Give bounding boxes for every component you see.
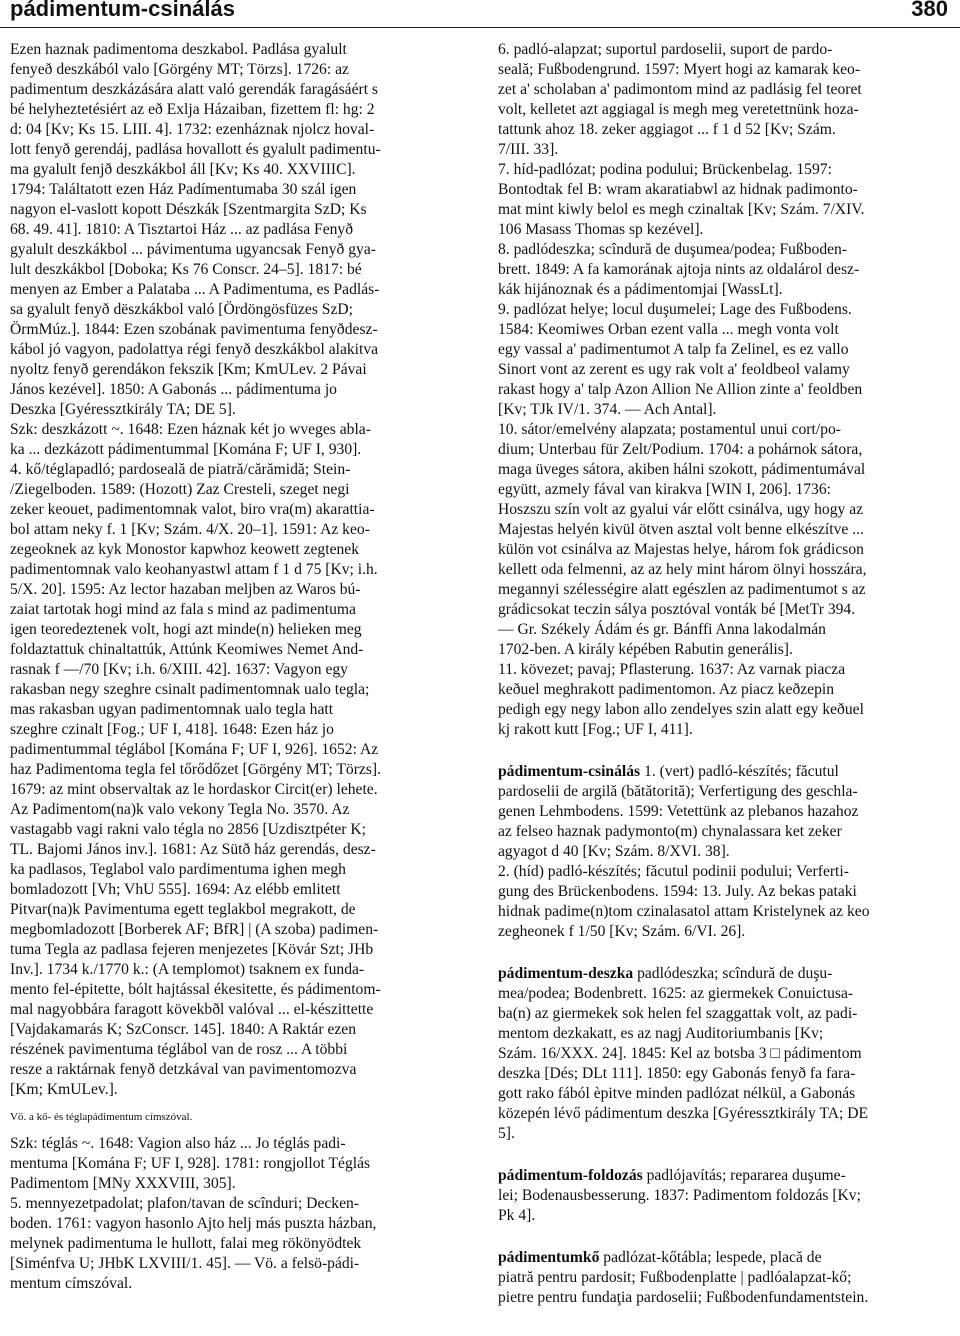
text-line: bomladozott [Vh; VhU 555]. 1694: Az elébb emlitett: [10, 881, 341, 898]
text-line: ka padlasos, Teglabol valo pardimentuma ighen megh: [10, 861, 346, 878]
text-line: volt, kelletet azt aggiagal is megh meg veretettnünk hoza-: [498, 101, 859, 118]
text-line: padimentomnak valo keohanyastwl attam f 1 d 75 [Kv; i.h.: [10, 561, 378, 578]
text-line: padimentum deszkázására alatt való gerendák faragásáért s: [10, 81, 378, 98]
text-line: rasnak f —/70 [Kv; i.h. 6/XIII. 42]. 1637: Vagyon egy: [10, 661, 348, 678]
text-line: 68. 49. 41]. 1810: A Tisztartoi Ház ... az padlása Fenyð: [10, 221, 354, 238]
text-line: gott rako fából èpitve minden padlózat nélkül, a Gabonás: [498, 1085, 856, 1102]
text-line: mea/podea; Bodenbrett. 1625: az giermekek Conuictusa-: [498, 985, 854, 1002]
text-line: külön vot csinálva az Majestas helye, három fok grádicson: [498, 541, 864, 558]
dictionary-entries: [498, 740, 948, 1308]
entry-text: padlózat-kőtábla; lespede, placă de: [603, 1249, 822, 1266]
text-line: hidnak padime(n)tom czinalasatol attam Kristelynek az keo: [498, 903, 870, 920]
text-line: kellett oda felmenni, az az hely mint három ölnyi hosszára,: [498, 561, 867, 578]
text-line: 5. mennyezetpadolat; plafon/tavan de scînduri; Decken-: [10, 1195, 359, 1212]
text-line: zegheonek f 1/50 [Kv; Szám. 6/VI. 26].: [498, 923, 746, 940]
dictionary-entry: [498, 762, 948, 942]
text-line: 9. padlózat helye; locul duşumelei; Lage des Fußbodens.: [498, 301, 852, 318]
text-line: mento fel-épitette, bólt hajtással ékesitette, és pádimentom-: [10, 981, 381, 998]
text-line: — Gr. Székely Ádám és gr. Bánffi Anna lakodalmán: [498, 621, 826, 638]
entry-first-line: [498, 1166, 948, 1186]
entry-text: 1. (vert) padló-készítés; făcutul: [644, 763, 839, 780]
entry-headword: pádimentum-foldozás: [498, 1167, 643, 1184]
text-line: nyoltz fenyð gerendákon fekszik [Km; KmULev. 2 Pávai: [10, 361, 367, 378]
text-line: TL. Bajomi János inv.]. 1681: Az Sütð ház gerendás, desz-: [10, 841, 376, 858]
cross-reference-note: Vö. a kő- és téglapádimentum címszóval.: [10, 1111, 193, 1123]
text-line: az felseo haznak padymonto(m) chynalassara ket zeker: [498, 823, 842, 840]
text-line: pedigh egy negy labon allo zendelyes szin alatt egy keðuel: [498, 701, 864, 718]
text-line: seală; Fußbodengrund. 1597: Myert hogi az kamarak keo-: [498, 61, 861, 78]
text-line: [Siménfva U; JHbK LXVIII/1. 45]. — Vö. a felsö-pádi-: [10, 1255, 360, 1272]
entry-text: padlódeszka; scîndură de duşu-: [637, 965, 833, 982]
text-line: Szk: téglás ~. 1648: Vagion also ház ... Jo téglás padi-: [10, 1135, 346, 1152]
text-line: 4. kő/téglapadló; pardoseală de piatră/cărămidă; Stein-: [10, 461, 351, 478]
text-line: Az Padimentom(na)k valo vekony Tegla No. 3570. Az: [10, 801, 350, 818]
text-line: megbomladozott [Borberek AF; BfR] | (A szoba) padimen-: [10, 921, 379, 938]
text-line: tuma Tegla az padlasa fejeren menjezetes [Kövár Szt; JHb: [10, 941, 374, 958]
text-line: mentum címszóval.: [10, 1275, 133, 1292]
text-line: lott fenyð gerendáj, padlása hovallott és gyalult padimentu-: [10, 141, 381, 158]
text-line: bol attam neky f. 1 [Kv; Szám. 4/X. 20–1]. 1591: Az keo-: [10, 521, 370, 538]
dictionary-entry: [498, 1166, 948, 1226]
text-line: 1702-ben. A király képében Rabutin generális].: [498, 641, 793, 658]
entry-text: padlójavítás; repararea duşume-: [646, 1167, 846, 1184]
left-column: [10, 40, 460, 1294]
text-line: [Kv; TJk IV/1. 374. — Ach Antal].: [498, 401, 717, 418]
page-number: 380: [911, 0, 948, 21]
text-line: mentuma [Komána F; UF I, 928]. 1781: rongjollot Téglás: [10, 1155, 371, 1172]
text-line: melynek padimentuma le hullott, falai meg rökönyödtek: [10, 1235, 362, 1252]
text-line: Pk 4].: [498, 1207, 536, 1224]
text-line: 7. híd-padlózat; podina podului; Brückenbelag. 1597:: [498, 161, 832, 178]
text-line: bé helyheztetésiért az eð Exlja Házaiban, fizettem fl: hg: 2: [10, 101, 375, 118]
text-line: részének pavimentuma téglábol van de rosz ... A többi: [10, 1041, 348, 1058]
text-line: 5/X. 20]. 1595: Az lector hazaban meljben az Waros bú-: [10, 581, 361, 598]
text-line: 1584: Keomiwes Orban ezent valla ... megh vonta volt: [498, 321, 839, 338]
text-line: 6. padló-alapzat; suportul pardoselii, suport de pardo-: [498, 41, 833, 58]
text-line: d: 04 [Kv; Ks 15. LIII. 4]. 1732: ezenháznak njolcz hoval-: [10, 121, 375, 138]
text-line: keðuel meghrakott padimentomon. Az piacz keðzepin: [498, 681, 835, 698]
text-line: maga üveges sátora, akiben hálni szokott, pádimentumával: [498, 461, 866, 478]
text-line: 1679: az mint observaltak az le hordaskor Circit(er) lehete.: [10, 781, 378, 798]
right-column: [498, 40, 948, 1308]
text-line: brett. 1849: A fa kamorának ajtoja nints az oldalárol desz-: [498, 261, 860, 278]
left-text-block: [10, 40, 460, 1100]
text-line: 11. kövezet; pavaj; Pflasterung. 1637: Az varnak piacza: [498, 661, 846, 678]
text-line: tattunk ahoz 18. zeker aggiagot ... f 1 d 52 [Kv; Szám.: [498, 121, 836, 138]
text-line: fenyeð deszkából valo [Görgény MT; Törzs]. 1726: az: [10, 61, 349, 78]
right-text-block: [498, 40, 948, 740]
text-line: mentom dezkakatt, es az nagj Auditoriumbanis [Kv;: [498, 1025, 824, 1042]
text-line: pardoselii de argilă (bătătorită); Verfertigung des geschla-: [498, 783, 858, 800]
text-line: pietre pentru fundaţia pardoselii; Fußbodenfundamentstein.: [498, 1289, 869, 1306]
text-line: vastagabb vagi rakni valo tégla no 2856 [Uzdisztpéter K;: [10, 821, 366, 838]
text-line: Inv.]. 1734 k./1770 k.: (A templomot) tsaknem ex funda-: [10, 961, 365, 978]
text-line: nagyon el-vaslott kopott Dészkák [Szentmargita SzD; Ks: [10, 201, 367, 218]
text-line: szeghre czinalt [Fog.; UF I, 418]. 1648: Ezen ház jo: [10, 721, 334, 738]
text-line: Sinort vont az zerent es ugy rak volt a' feoldbeol valamy: [498, 361, 850, 378]
entry-headword: pádimentumkő: [498, 1249, 600, 1266]
text-line: deszka [Dés; DLt 111]. 1850: egy Gabonás fenyð fa fara-: [498, 1065, 856, 1082]
text-line: sa gyalult fenyð dëszkákbol való [Ördöngösfüzes SzD;: [10, 301, 353, 318]
header-rule: [0, 27, 960, 28]
text-line: kák hijánoznak és a pádimentomjai [WassLt].: [498, 281, 783, 298]
entry-first-line: [498, 762, 948, 782]
text-line: ma gyalult fenjð deszkákbol áll [Kv; Ks 40. XXVIIIC].: [10, 161, 356, 178]
text-line: Ezen haznak padimentoma deszkabol. Padlása gyalult: [10, 41, 347, 58]
text-line: dium; Unterbau für Zelt/Podium. 1704: a pohárnok sátora,: [498, 441, 863, 458]
text-line: kj rakott kutt [Fog.; UF I, 411].: [498, 721, 693, 738]
text-line: mas rakasban ugyan padimentomnak ualo tegla hatt: [10, 701, 334, 718]
text-line: Szk: deszkázott ~. 1648: Ezen háznak két jo wveges abla-: [10, 421, 371, 438]
text-line: együtt, azmely fával van kirakva [WIN I, 206]. 1736:: [498, 481, 831, 498]
running-head: pádimentum-csinálás: [10, 0, 235, 21]
text-line: [Km; KmULev.].: [10, 1081, 118, 1098]
text-line: gung des Brückenbodens. 1594: 13. July. Az bekas pataki: [498, 883, 857, 900]
text-line: közepén lévő pádimentum deszka [Gyéressztkirály TA; DE: [498, 1105, 868, 1122]
text-line: rakasban negy szeghre csinalt padimentomnak ualo tegla;: [10, 681, 370, 698]
text-line: megannyi szélességire alatt egészlen az padimentumot s az: [498, 581, 866, 598]
text-line: resze a raktárnak fenyð detzkával van pavimentomozva: [10, 1061, 357, 1078]
text-line: ba(n) az giermekek sok helen fel szaggattak volt, az padi-: [498, 1005, 858, 1022]
text-line: gyalult deszkákbol ... pávimentuma ugyancsak Fenyð gya-: [10, 241, 376, 258]
text-line: rakast hogy a' talp Azon Allion Ne Allion zinte a' feoldben: [498, 381, 863, 398]
text-line: mat mint kiwly belol es megh czinaltak [Kv; Szám. 7/XIV.: [498, 201, 865, 218]
text-line: haz Padimentoma tegla fel tőrődőzet [Görgény MT; Törzs].: [10, 761, 381, 778]
dictionary-entry: [498, 1248, 948, 1308]
text-line: menyen az Ember a Palataba ... A Padimentuma, es Padlás-: [10, 281, 380, 298]
text-line: 8. padlódeszka; scîndură de duşumea/podea; Fußboden-: [498, 241, 848, 258]
text-line: ÖrmMúz.]. 1844: Ezen szobának pavimentuma fenyðdesz-: [10, 321, 378, 338]
text-line: boden. 1761: vagyon hasonlo Ajto helj más puszta házban,: [10, 1215, 377, 1232]
left-text-block-2: [10, 1134, 460, 1294]
text-line: piatră pentru pardosit; Fußbodenplatte | padlóalapzat-kő;: [498, 1269, 852, 1286]
text-line: egy vassal a' padimentumot A talp fa Zelinel, es ez vallo: [498, 341, 849, 358]
text-line: agyagot d 40 [Kv; Szám. 8/XVI. 38].: [498, 843, 730, 860]
text-line: Deszka [Gyéressztkirály TA; DE 5].: [10, 401, 236, 418]
text-line: zet a' scholaban a' padimontom mind az padlásig fel teoret: [498, 81, 862, 98]
text-line: /Ziegelboden. 1589: (Hozott) Zaz Cresteli, szeget negi: [10, 481, 350, 498]
text-line: János kezével]. 1850: A Gabonás ... pádimentuma jo: [10, 381, 337, 398]
text-line: zeker keouet, padimentomnak valot, biro vra(m) akarattia-: [10, 501, 375, 518]
text-line: [Vajdakamarás K; SzConscr. 145]. 1840: A Raktár ezen: [10, 1021, 357, 1038]
text-line: ka ... dezkázott pádimentummal [Komána F; UF I, 930].: [10, 441, 362, 458]
dictionary-entry: [498, 964, 948, 1144]
text-line: igen teoredeztenek volt, hogi azt minde(n) helieken meg: [10, 621, 362, 638]
text-line: zegeoknek az kyk Monostor kapwhoz keowett zegtenek: [10, 541, 360, 558]
text-line: 2. (híd) padló-készítés; făcutul podinii podului; Verferti-: [498, 863, 849, 880]
text-line: zaiat tartotak hogi mind az fala s mind az padimentuma: [10, 601, 356, 618]
text-line: Majestas helyén kivül ötven asztal volt benne elkészítve ...: [498, 521, 864, 538]
text-line: Pitvar(na)k Pavimentuma egett teglakbol megrakott, de: [10, 901, 356, 918]
entry-headword: pádimentum-deszka: [498, 965, 634, 982]
text-line: foldaztattuk chinaltattúk, Attúnk Keomiwes Nemet And-: [10, 641, 364, 658]
text-line: 5].: [498, 1125, 515, 1142]
text-line: mal nagyobbára faragott kövekbðl valóval ... el-készittette: [10, 1001, 374, 1018]
text-line: padimentummal téglábol [Komána F; UF I, 926]. 1652: Az: [10, 741, 379, 758]
text-line: kábol jó vagyon, padolattya régi fenyð deszkákbol alakitva: [10, 341, 379, 358]
text-line: grádicsokat teczin sálya posztóval vonták bé [MetTr 394.: [498, 601, 856, 618]
entry-headword: pádimentum-csinálás: [498, 763, 641, 780]
text-line: lult deszkákbol [Doboka; Ks 76 Conscr. 24–5]. 1817: bé: [10, 261, 362, 278]
text-line: 106 Masass Thomas sp kezével].: [498, 221, 704, 238]
entry-first-line: [498, 964, 948, 984]
text-line: Hoszszu szín volt az gyalui vár előtt csinálva, ugy hogy az: [498, 501, 864, 518]
text-line: genen Lehmbodens. 1599: Vetettünk az plebanos hazahoz: [498, 803, 859, 820]
text-line: 10. sátor/emelvény alapzata; postamentul unui cort/po-: [498, 421, 841, 438]
text-line: Bontodtak fel B: wram akaratiabwl az hidnak padimonto-: [498, 181, 858, 198]
text-line: 7/III. 33].: [498, 141, 559, 158]
text-line: lei; Bodenausbesserung. 1837: Padimentom foldozás [Kv;: [498, 1187, 861, 1204]
text-line: Padimentom [MNy XXXVIII, 305].: [10, 1175, 236, 1192]
text-line: 1794: Találtatott ezen Ház Padímentumaba 30 szál igen: [10, 181, 357, 198]
text-line: Szám. 16/XXX. 24]. 1845: Kel az botsba 3 □ pádimentom: [498, 1045, 862, 1062]
entry-first-line: [498, 1248, 948, 1268]
